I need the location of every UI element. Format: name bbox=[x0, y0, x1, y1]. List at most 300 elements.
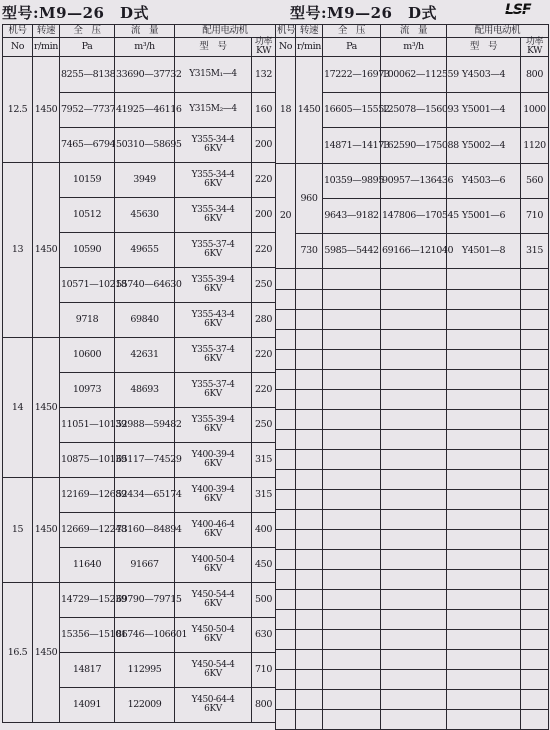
empty-cell bbox=[381, 510, 447, 530]
flow-cell: 48693 bbox=[115, 373, 175, 408]
motor-model-cell bbox=[175, 198, 252, 233]
empty-row bbox=[276, 510, 549, 530]
pressure-cell: 14817 bbox=[60, 653, 115, 688]
empty-cell bbox=[276, 530, 296, 550]
header-pressure-unit: Pa bbox=[60, 38, 115, 57]
empty-cell bbox=[276, 590, 296, 610]
empty-cell bbox=[323, 310, 381, 330]
motor-model-cell bbox=[175, 478, 252, 513]
empty-cell bbox=[296, 490, 323, 510]
empty-cell bbox=[447, 430, 521, 450]
fan-spec-table-right bbox=[275, 24, 549, 730]
empty-row bbox=[276, 470, 549, 490]
power-cell: 220 bbox=[252, 373, 276, 408]
empty-cell bbox=[323, 269, 381, 290]
empty-cell bbox=[447, 630, 521, 650]
empty-cell bbox=[521, 590, 549, 610]
empty-cell bbox=[276, 350, 296, 370]
motor-model-line: Y400-39-4 bbox=[191, 449, 235, 460]
flow-cell: 50310—58695 bbox=[115, 128, 175, 163]
motor-model-line: Y450-50-4 bbox=[191, 624, 235, 635]
header-pressure-unit: Pa bbox=[323, 38, 381, 57]
header-machine-no-unit: No bbox=[276, 38, 296, 57]
motor-model-cell bbox=[175, 303, 252, 338]
power-cell: 315 bbox=[521, 234, 549, 269]
motor-voltage-line: 6KV bbox=[204, 494, 222, 504]
motor-model-line: Y400-50-4 bbox=[191, 554, 235, 565]
empty-cell bbox=[296, 330, 323, 350]
empty-cell bbox=[276, 630, 296, 650]
empty-row bbox=[276, 550, 549, 570]
flow-cell: 41925—46116 bbox=[115, 93, 175, 128]
pressure-cell: 11640 bbox=[60, 548, 115, 583]
empty-cell bbox=[296, 690, 323, 710]
motor-model-cell bbox=[175, 57, 252, 93]
pressure-cell: 10359—9895 bbox=[323, 164, 381, 199]
speed-cell: 1450 bbox=[33, 583, 60, 723]
flow-cell: 45630 bbox=[115, 198, 175, 233]
empty-cell bbox=[296, 410, 323, 430]
empty-cell bbox=[323, 470, 381, 490]
pressure-cell: 12669—12248 bbox=[60, 513, 115, 548]
empty-cell bbox=[276, 690, 296, 710]
motor-model-cell: Y5001—6 bbox=[447, 199, 521, 234]
empty-cell bbox=[381, 450, 447, 470]
empty-cell bbox=[381, 650, 447, 670]
empty-cell bbox=[521, 710, 549, 730]
table-row bbox=[3, 338, 276, 373]
empty-cell bbox=[381, 690, 447, 710]
empty-row bbox=[276, 290, 549, 310]
empty-cell bbox=[381, 410, 447, 430]
power-cell: 220 bbox=[252, 338, 276, 373]
empty-cell bbox=[447, 530, 521, 550]
flow-cell: 100062—112559 bbox=[381, 57, 447, 93]
empty-cell bbox=[323, 650, 381, 670]
header-machine-no-unit: No bbox=[3, 38, 33, 57]
page-title-left: 型号:M9—26 D式 bbox=[2, 4, 149, 22]
power-cell: 220 bbox=[252, 233, 276, 268]
motor-model-cell: Y4503—4 bbox=[447, 57, 521, 93]
empty-cell bbox=[381, 490, 447, 510]
empty-cell bbox=[323, 570, 381, 590]
empty-cell bbox=[323, 330, 381, 350]
flow-cell: 91667 bbox=[115, 548, 175, 583]
empty-cell bbox=[521, 269, 549, 290]
empty-cell bbox=[447, 410, 521, 430]
header-pressure: 全 压 bbox=[60, 25, 115, 38]
empty-row bbox=[276, 530, 549, 550]
power-cell: 630 bbox=[252, 618, 276, 653]
empty-cell bbox=[447, 710, 521, 730]
empty-cell bbox=[447, 670, 521, 690]
flow-cell: 3949 bbox=[115, 163, 175, 198]
motor-voltage-line: 6KV bbox=[204, 634, 222, 644]
fan-spec-table-left bbox=[2, 24, 276, 723]
motor-voltage-line: 6KV bbox=[204, 214, 222, 224]
empty-cell bbox=[381, 710, 447, 730]
pressure-cell: 16605—15552 bbox=[323, 93, 381, 128]
empty-cell bbox=[276, 490, 296, 510]
empty-cell bbox=[521, 650, 549, 670]
empty-cell bbox=[323, 510, 381, 530]
empty-cell bbox=[296, 390, 323, 410]
flow-cell: 147806—170545 bbox=[381, 199, 447, 234]
speed-cell: 1450 bbox=[33, 57, 60, 163]
empty-cell bbox=[381, 590, 447, 610]
empty-cell bbox=[521, 530, 549, 550]
empty-cell bbox=[521, 330, 549, 350]
header-motor: 配用电动机 bbox=[447, 25, 549, 38]
header-pressure: 全 压 bbox=[323, 25, 381, 38]
empty-row bbox=[276, 430, 549, 450]
motor-model-line: Y315M₂—4 bbox=[189, 104, 237, 115]
empty-row bbox=[276, 590, 549, 610]
empty-cell bbox=[296, 630, 323, 650]
flow-cell: 33690—37732 bbox=[115, 57, 175, 93]
empty-cell bbox=[276, 269, 296, 290]
motor-voltage-line: 6KV bbox=[204, 599, 222, 609]
empty-cell bbox=[521, 630, 549, 650]
empty-row bbox=[276, 330, 549, 350]
empty-cell bbox=[381, 530, 447, 550]
empty-cell bbox=[276, 610, 296, 630]
motor-voltage-line: 6KV bbox=[204, 669, 222, 679]
power-cell: 400 bbox=[252, 513, 276, 548]
flow-cell: 73160—84894 bbox=[115, 513, 175, 548]
empty-row bbox=[276, 710, 549, 730]
motor-model-line: Y355-37-4 bbox=[191, 239, 235, 250]
header-machine-no: 机号 bbox=[277, 25, 296, 36]
flow-cell: 42631 bbox=[115, 338, 175, 373]
power-cell: 560 bbox=[521, 164, 549, 199]
flow-cell: 122009 bbox=[115, 688, 175, 723]
motor-voltage-line: 6KV bbox=[204, 319, 222, 329]
empty-cell bbox=[276, 410, 296, 430]
empty-row bbox=[276, 269, 549, 290]
empty-cell bbox=[323, 350, 381, 370]
empty-cell bbox=[323, 530, 381, 550]
empty-cell bbox=[323, 550, 381, 570]
pressure-cell: 10159 bbox=[60, 163, 115, 198]
empty-cell bbox=[323, 670, 381, 690]
empty-cell bbox=[521, 370, 549, 390]
power-cell: 1120 bbox=[521, 128, 549, 164]
empty-row bbox=[276, 310, 549, 330]
empty-cell bbox=[276, 670, 296, 690]
empty-cell bbox=[296, 530, 323, 550]
motor-model-line: Y355-43-4 bbox=[191, 309, 235, 320]
header-flow: 流 量 bbox=[381, 25, 447, 38]
empty-cell bbox=[381, 370, 447, 390]
motor-model-cell: Y5001—4 bbox=[447, 93, 521, 128]
empty-cell bbox=[296, 590, 323, 610]
power-cell: 315 bbox=[252, 443, 276, 478]
empty-cell bbox=[296, 610, 323, 630]
pressure-cell: 5985—5442 bbox=[323, 234, 381, 269]
header-model: 型 号 bbox=[447, 38, 521, 57]
power-cell: 200 bbox=[252, 128, 276, 163]
motor-voltage-line: 6KV bbox=[204, 284, 222, 294]
pressure-cell: 10571—10218 bbox=[60, 268, 115, 303]
empty-cell bbox=[447, 510, 521, 530]
table-row bbox=[3, 57, 276, 93]
empty-cell bbox=[447, 650, 521, 670]
empty-cell bbox=[521, 430, 549, 450]
pressure-cell: 10875—10139 bbox=[60, 443, 115, 478]
machine-no-cell: 20 bbox=[276, 164, 296, 269]
power-cell: 710 bbox=[521, 199, 549, 234]
empty-cell bbox=[323, 710, 381, 730]
empty-cell bbox=[447, 590, 521, 610]
motor-model-cell bbox=[175, 373, 252, 408]
flow-cell: 125078—156093 bbox=[381, 93, 447, 128]
empty-cell bbox=[296, 650, 323, 670]
motor-voltage-line: 6KV bbox=[204, 704, 222, 714]
motor-model-line: Y355-37-4 bbox=[191, 344, 235, 355]
empty-cell bbox=[521, 550, 549, 570]
header-speed: 转速 bbox=[33, 25, 60, 38]
empty-cell bbox=[521, 410, 549, 430]
power-cell: 132 bbox=[252, 57, 276, 93]
machine-no-cell: 12.5 bbox=[3, 57, 33, 163]
pressure-cell: 9718 bbox=[60, 303, 115, 338]
motor-voltage-line: 6KV bbox=[204, 249, 222, 259]
motor-model-cell bbox=[175, 93, 252, 128]
machine-no-cell: 18 bbox=[276, 57, 296, 164]
empty-row bbox=[276, 690, 549, 710]
header-motor: 配用电动机 bbox=[175, 25, 276, 38]
empty-cell bbox=[276, 510, 296, 530]
motor-model-cell bbox=[175, 408, 252, 443]
motor-model-line: Y355-37-4 bbox=[191, 379, 235, 390]
empty-row bbox=[276, 350, 549, 370]
pressure-cell: 17222—16973 bbox=[323, 57, 381, 93]
header-flow: 流 量 bbox=[115, 25, 175, 38]
empty-cell bbox=[381, 269, 447, 290]
empty-cell bbox=[296, 510, 323, 530]
empty-cell bbox=[296, 470, 323, 490]
empty-cell bbox=[447, 570, 521, 590]
pressure-cell: 8255—8138 bbox=[60, 57, 115, 93]
flow-cell: 69790—79715 bbox=[115, 583, 175, 618]
motor-model-line: Y400-46-4 bbox=[191, 519, 235, 530]
motor-model-cell: Y4503—6 bbox=[447, 164, 521, 199]
empty-cell bbox=[447, 470, 521, 490]
empty-cell bbox=[521, 690, 549, 710]
empty-cell bbox=[276, 430, 296, 450]
speed-cell: 960 bbox=[296, 164, 323, 234]
motor-model-line: Y355-34-4 bbox=[191, 134, 235, 145]
empty-cell bbox=[381, 390, 447, 410]
motor-model-line: Y355-34-4 bbox=[191, 204, 235, 215]
motor-model-cell bbox=[175, 338, 252, 373]
empty-cell bbox=[276, 450, 296, 470]
power-cell: 800 bbox=[252, 688, 276, 723]
header-model: 型 号 bbox=[175, 38, 252, 57]
empty-cell bbox=[276, 370, 296, 390]
empty-cell bbox=[276, 650, 296, 670]
empty-cell bbox=[276, 710, 296, 730]
motor-model-cell: Y4501—8 bbox=[447, 234, 521, 269]
speed-cell: 730 bbox=[296, 234, 323, 269]
empty-cell bbox=[323, 370, 381, 390]
power-cell: 1000 bbox=[521, 93, 549, 128]
empty-row bbox=[276, 370, 549, 390]
motor-voltage-line: 6KV bbox=[204, 529, 222, 539]
table-row bbox=[276, 234, 549, 269]
flow-cell: 69840 bbox=[115, 303, 175, 338]
pressure-cell: 10973 bbox=[60, 373, 115, 408]
empty-cell bbox=[323, 490, 381, 510]
power-cell: 160 bbox=[252, 93, 276, 128]
motor-model-line: Y400-39-4 bbox=[191, 484, 235, 495]
empty-cell bbox=[381, 610, 447, 630]
flow-cell: 112995 bbox=[115, 653, 175, 688]
empty-cell bbox=[323, 410, 381, 430]
left-table-body bbox=[3, 57, 276, 723]
motor-model-cell bbox=[175, 513, 252, 548]
empty-cell bbox=[381, 570, 447, 590]
empty-cell bbox=[521, 310, 549, 330]
header-speed-unit: r/min bbox=[33, 38, 60, 57]
company-logo: LSF bbox=[505, 2, 541, 19]
flow-cell: 49655 bbox=[115, 233, 175, 268]
empty-row bbox=[276, 670, 549, 690]
empty-cell bbox=[447, 390, 521, 410]
header-speed-unit: r/min bbox=[296, 38, 323, 57]
empty-row bbox=[276, 650, 549, 670]
power-cell: 800 bbox=[521, 57, 549, 93]
empty-cell bbox=[521, 470, 549, 490]
pressure-cell: 11051—10139 bbox=[60, 408, 115, 443]
empty-cell bbox=[381, 430, 447, 450]
empty-row bbox=[276, 610, 549, 630]
table-row bbox=[3, 478, 276, 513]
flow-cell: 52988—59482 bbox=[115, 408, 175, 443]
empty-cell bbox=[381, 470, 447, 490]
empty-cell bbox=[296, 430, 323, 450]
empty-cell bbox=[447, 690, 521, 710]
motor-voltage-line: 6KV bbox=[204, 459, 222, 469]
empty-row bbox=[276, 390, 549, 410]
power-cell: 220 bbox=[252, 163, 276, 198]
flow-cell: 86746—106601 bbox=[115, 618, 175, 653]
empty-cell bbox=[296, 570, 323, 590]
motor-model-cell bbox=[175, 548, 252, 583]
motor-voltage-line: 6KV bbox=[204, 144, 222, 154]
empty-cell bbox=[381, 630, 447, 650]
empty-cell bbox=[323, 690, 381, 710]
header-speed: 转速 bbox=[296, 25, 323, 38]
motor-voltage-line: 6KV bbox=[204, 354, 222, 364]
empty-cell bbox=[521, 570, 549, 590]
pressure-cell: 10590 bbox=[60, 233, 115, 268]
header-flow-unit: m³/h bbox=[381, 38, 447, 57]
empty-cell bbox=[276, 570, 296, 590]
speed-cell: 1450 bbox=[33, 338, 60, 478]
speed-cell: 1450 bbox=[33, 163, 60, 338]
empty-row bbox=[276, 490, 549, 510]
empty-cell bbox=[381, 330, 447, 350]
power-cell: 450 bbox=[252, 548, 276, 583]
empty-cell bbox=[381, 550, 447, 570]
empty-cell bbox=[447, 450, 521, 470]
empty-row bbox=[276, 570, 549, 590]
motor-model-cell bbox=[175, 233, 252, 268]
power-cell: 250 bbox=[252, 408, 276, 443]
machine-no-cell: 14 bbox=[3, 338, 33, 478]
motor-model-line: Y450-54-4 bbox=[191, 659, 235, 670]
motor-model-line: Y450-64-4 bbox=[191, 694, 235, 705]
power-cell: 500 bbox=[252, 583, 276, 618]
power-cell: 200 bbox=[252, 198, 276, 233]
motor-model-cell bbox=[175, 653, 252, 688]
pressure-cell: 7465—6794 bbox=[60, 128, 115, 163]
speed-cell: 1450 bbox=[33, 478, 60, 583]
empty-cell bbox=[447, 330, 521, 350]
power-cell: 280 bbox=[252, 303, 276, 338]
motor-model-cell bbox=[175, 163, 252, 198]
empty-cell bbox=[276, 390, 296, 410]
empty-cell bbox=[323, 610, 381, 630]
empty-cell bbox=[447, 350, 521, 370]
motor-model-cell bbox=[175, 443, 252, 478]
pressure-cell: 10512 bbox=[60, 198, 115, 233]
empty-cell bbox=[276, 470, 296, 490]
empty-cell bbox=[381, 310, 447, 330]
pressure-cell: 15356—15101 bbox=[60, 618, 115, 653]
pressure-cell: 14729—15239 bbox=[60, 583, 115, 618]
right-table-body bbox=[276, 57, 549, 730]
pressure-cell: 14091 bbox=[60, 688, 115, 723]
flow-cell: 90957—136436 bbox=[381, 164, 447, 199]
motor-model-cell bbox=[175, 268, 252, 303]
empty-row bbox=[276, 450, 549, 470]
empty-cell bbox=[447, 290, 521, 310]
motor-model-line: Y315M₁—4 bbox=[189, 68, 237, 79]
empty-cell bbox=[381, 350, 447, 370]
empty-cell bbox=[447, 490, 521, 510]
motor-model-line: Y355-39-4 bbox=[191, 414, 235, 425]
empty-cell bbox=[447, 310, 521, 330]
power-cell: 315 bbox=[252, 478, 276, 513]
pressure-cell: 14871—14173 bbox=[323, 128, 381, 164]
empty-row bbox=[276, 410, 549, 430]
empty-cell bbox=[447, 550, 521, 570]
header-machine-no: 机号 bbox=[3, 25, 33, 38]
empty-cell bbox=[276, 550, 296, 570]
motor-voltage-line: 6KV bbox=[204, 424, 222, 434]
empty-cell bbox=[447, 269, 521, 290]
machine-no-cell: 16.5 bbox=[3, 583, 33, 723]
motor-voltage-line: 6KV bbox=[204, 389, 222, 399]
empty-cell bbox=[296, 290, 323, 310]
power-cell: 710 bbox=[252, 653, 276, 688]
empty-cell bbox=[447, 370, 521, 390]
empty-cell bbox=[447, 610, 521, 630]
empty-cell bbox=[296, 710, 323, 730]
empty-cell bbox=[381, 290, 447, 310]
table-row bbox=[276, 164, 549, 199]
empty-cell bbox=[521, 610, 549, 630]
motor-model-line: Y355-34-4 bbox=[191, 169, 235, 180]
motor-model-line: Y450-54-4 bbox=[191, 589, 235, 600]
header-flow-unit: m³/h bbox=[115, 38, 175, 57]
flow-cell: 55740—64630 bbox=[115, 268, 175, 303]
flow-cell: 69166—121040 bbox=[381, 234, 447, 269]
motor-model-cell bbox=[175, 583, 252, 618]
